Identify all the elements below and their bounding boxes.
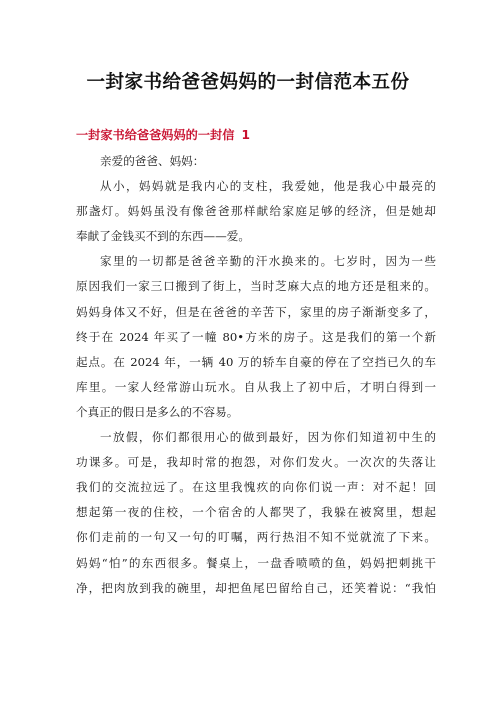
paragraph-line: 奉献了金钱买不到的东西——爱。 xyxy=(76,229,250,244)
paragraph-line: 从小，妈妈就是我内心的支柱，我爱她，他是我心中最亮的 xyxy=(100,179,436,194)
paragraph-line: 终于在 2024 年买了一幢 80•方米的房子。这是我们的第一个新 xyxy=(76,329,436,344)
paragraph-line: 那盏灯。妈妈虽没有像爸爸那样献给家庭足够的经济，但是她却 xyxy=(76,204,436,219)
paragraph-line: 一放假，你们都很用心的做到最好，因为你们知道初中生的 xyxy=(100,430,436,445)
salutation: 亲爱的爸爸、妈妈： xyxy=(100,154,205,168)
paragraph-line: 功课多。可是，我却时常的抱怨，对你们发火。一次次的失落让 xyxy=(76,455,436,470)
paragraph-line: 净，把肉放到我的碗里，却把鱼尾巴留给自己，还笑着说：“我怕 xyxy=(76,580,436,595)
paragraph-line: 你们走前的一句又一句的叮嘱，两行热泪不知不觉就流了下来。 xyxy=(76,530,436,545)
paragraph-line: 家里的一切都是爸爸辛勤的汗水换来的。七岁时，因为一些 xyxy=(100,254,436,269)
document-title: 一封家书给爸爸妈妈的一封信范本五份 xyxy=(86,72,410,93)
paragraph-line: 原因我们一家三口搬到了街上，当时芝麻大点的地方还是租来的。 xyxy=(76,279,436,294)
paragraph-line: 个真正的假日是多么的不容易。 xyxy=(76,404,239,419)
section-heading-text: 一封家书给爸爸妈妈的一封信 xyxy=(76,128,235,142)
section-heading xyxy=(76,126,250,143)
paragraph-line: 库里。一家人经常游山玩水。自从我上了初中后，才明白得到一 xyxy=(76,379,436,394)
paragraph-line: 妈妈“怕”的东西很多。餐桌上，一盘香喷喷的鱼，妈妈把刺挑干 xyxy=(76,555,436,570)
paragraph-line: 起点。在 2024 年，一辆 40 万的轿车自豪的停在了空挡已久的车 xyxy=(76,354,436,369)
letter-body xyxy=(76,149,436,601)
paragraph-line: 我们的交流拉远了。在这里我愧疚的向你们说一声：对不起！回 xyxy=(76,480,436,495)
paragraph-line: 想起第一夜的住校，一个宿舍的人都哭了，我躲在被窝里，想起 xyxy=(76,505,436,520)
paragraph-line: 妈妈身体又不好，但是在爸爸的辛苦下，家里的房子渐渐变多了， xyxy=(76,304,436,319)
section-number: 1 xyxy=(241,128,250,142)
